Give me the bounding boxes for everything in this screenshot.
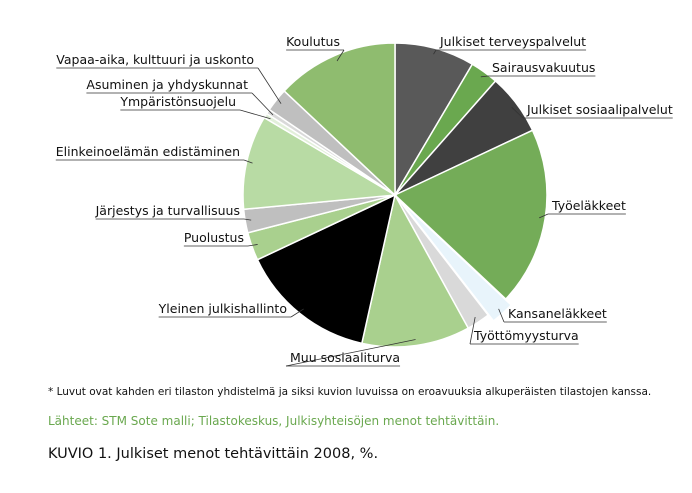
slice-label-tyottomyysturva: Työttömyysturva: [474, 328, 579, 343]
slice-label-elinkeinoelaman-edistaminen: Elinkeinoelämän edistäminen: [55, 144, 240, 159]
slice-label-tyoelakkeet: Työeläkkeet: [552, 198, 626, 213]
leader-line-vapaa-aika-kulttuuri-ja-uskonto: [258, 68, 281, 104]
figure-caption: KUVIO 1. Julkiset menot tehtävittäin 2008, %.: [48, 446, 379, 462]
slice-label-vapaa-aika-kulttuuri-ja-uskonto: Vapaa-aika, kulttuuri ja uskonto: [56, 52, 254, 67]
slice-label-julkiset-sosiaalipalvelut: Julkiset sosiaalipalvelut: [527, 102, 673, 117]
slice-label-ymparistonsuojelu: Ympäristönsuojelu: [120, 94, 236, 109]
slice-label-koulutus: Koulutus: [286, 34, 340, 49]
sources-note: Lähteet: STM Sote malli; Tilastokeskus, Julkisyhteisöjen menot tehtävittäin.: [48, 414, 500, 428]
footnote: * Luvut ovat kahden eri tilaston yhdistelmä ja siksi kuvion luvuissa on eroavuuksia alkuperäisten tilastojen kanssa.: [48, 386, 652, 398]
slice-label-julkiset-terveyspalvelut: Julkiset terveyspalvelut: [440, 34, 587, 49]
slice-label-muu-sosiaaliturva: Muu sosiaaliturva: [290, 350, 401, 365]
slice-label-asuminen-ja-yhdyskunnat: Asuminen ja yhdyskunnat: [86, 77, 248, 92]
slice-label-puolustus: Puolustus: [183, 230, 244, 245]
slice-label-jarjestys-ja-turvallisuus: Järjestys ja turvallisuus: [95, 203, 240, 218]
slice-label-sairausvakuutus: Sairausvakuutus: [492, 60, 596, 75]
slice-label-yleinen-julkishallinto: Yleinen julkishallinto: [158, 301, 287, 316]
slice-label-kansanelakkeet: Kansaneläkkeet: [508, 306, 607, 321]
leader-line-asuminen-ja-yhdyskunnat: [252, 93, 273, 115]
